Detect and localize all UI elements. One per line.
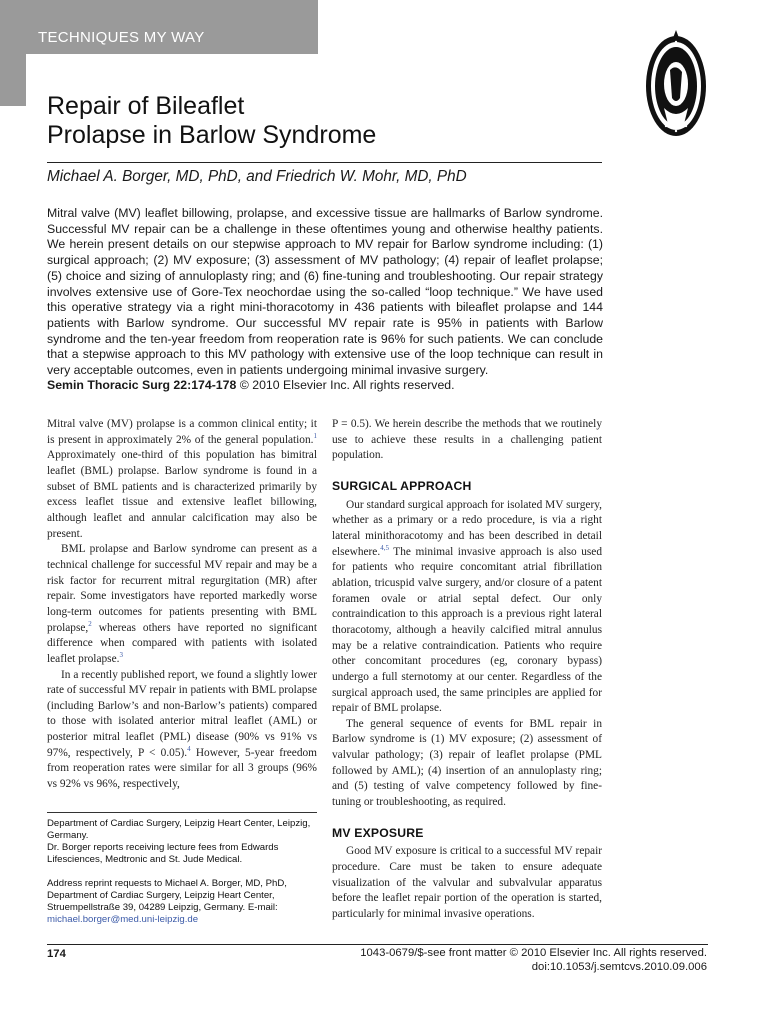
paragraph: Our standard surgical approach for isolated MV surgery, whether as a primary or a redo procedure, is via a right lateral minithoracotomy and has been described in detail elsewhere.$^{4,5}$ The minimal invasive approach is also used for patients who require concomitant atrial fibrillation ablation, tricuspid valve surgery, and/or closure of a patent foramen ovale or atrial septal defect. Our only contraindication to this approach is a previous right lateral thoracotomy, although a heavily calcified mitral annulus may be a relative contraindication. Patients who require other concomitant procedures (eg, coronary bypass) undergo a full sternotomy at our center. Regardless of the surgical approach used, the same principles are applied for repair of BML prolapse. bbox=[332, 498, 602, 715]
left-column bbox=[47, 417, 317, 793]
section-heading-surgical-approach: SURGICAL APPROACH bbox=[332, 478, 472, 493]
footnote-address bbox=[47, 878, 322, 926]
footer-divider bbox=[47, 944, 708, 945]
abstract-copyright: © 2010 Elsevier Inc. All rights reserved. bbox=[239, 378, 455, 392]
reference-link[interactable]: 3 bbox=[119, 651, 123, 660]
email-link[interactable]: michael.borger@med.uni-leipzig.de bbox=[47, 914, 199, 926]
banner-tab bbox=[0, 54, 26, 106]
reference-link[interactable]: 1 bbox=[313, 431, 317, 440]
affiliation-text: Department of Cardiac Surgery, Leipzig Heart Center, Leipzig, Germany. bbox=[47, 818, 311, 842]
reprint-address: Address reprint requests to Michael A. Borger, MD, PhD, Department of Cardiac Surgery, Leipzig Heart Center, Struempellstraße 39, 04289 Leipzig, Germany. E-mail: bbox=[47, 878, 287, 914]
page-number: 174 bbox=[47, 948, 66, 960]
footnote-divider bbox=[47, 812, 317, 813]
paragraph: BML prolapse and Barlow syndrome can present as a technical challenge for successful MV repair and may be a risk factor for recurrent mitral regurgitation (MR) after repair. Some investigators have reported markedly worse long-term outcomes for patients presenting with BML prolapse,$^2$ whereas others have reported no significant difference when compared with patients with isolated leaflet prolapse.$^3$ bbox=[47, 543, 317, 665]
paragraph: The general sequence of events for BML repair in Barlow syndrome is (1) MV exposure; (2) assessment of valvular pathology; (3) repair of leaflet prolapse (PML followed by AML); (4) insertion of an annuloplasty ring; and (5) testing of valve competency followed by fine-tuning or troubleshooting, as required. bbox=[332, 717, 602, 809]
right-column bbox=[332, 417, 602, 923]
title-line-1: Repair of Bileaflet bbox=[47, 92, 245, 120]
reference-link[interactable]: 2 bbox=[88, 619, 92, 628]
title-divider bbox=[47, 162, 602, 163]
paragraph: Mitral valve (MV) prolapse is a common clinical entity; it is present in approximately 2% of the general population.$^1$ Approximately one-third of this population has bimitral leaflet (BML) prolapse. Barlow syndrome is found in a subset of BML patients and is characterized primarily by excess leaflet tissue and extensive leaflet billowing, although leaflet and annular calcification may also be present. bbox=[47, 418, 317, 540]
abstract: Mitral valve (MV) leaflet billowing, prolapse, and excessive tissue are hallmarks of Barlow syndrome. Successful MV repair can be a challenge in these oftentimes young and otherwise healthy patients. We herein present details on our stepwise approach to MV repair for Barlow syndrome including: (1) surgical approach; (2) MV exposure; (3) assessment of MV pathology; (4) repair of leaflet prolapse; (5) choice and sizing of annuloplasty ring; and (6) fine-tuning and troubleshooting. Our repair strategy involves extensive use of Gore-Tex neochordae using the so-called “loop technique.” We have used this operative strategy via a right mini-thoracotomy in 436 patients with bileaflet prolapse and 144 patients with Barlow syndrome. Our successful MV repair rate is 95% in patients with Barlow syndrome and the ten-year freedom from reoperation rate is 96% for such patients. We can conclude that a stepwise approach to this MV pathology with extensive use of the loop technique can result in very acceptable outcomes, even in patients undergoing minimal invasive surgery. bbox=[47, 206, 603, 378]
article-title bbox=[47, 92, 607, 150]
journal-seal-icon bbox=[644, 28, 708, 140]
abstract-citation bbox=[47, 378, 603, 393]
disclosure-text: Dr. Borger reports receiving lecture fees from Edwards Lifesciences, Medtronic and St. Jude Medical. bbox=[47, 842, 279, 866]
paragraph: In a recently published report, we found a slightly lower rate of successful MV repair in patients with BML prolapse (including Barlow’s and non-Barlow’s patients) compared to those with isolated anterior mitral leaflet (AML) or posterior mitral leaflet (PML) disease (90% vs 91% vs 97%, respectively, P < 0.05).$^4$ However, 5-year freedom from reoperation rates were similar for all 3 groups (96% vs 92% vs 96%, respectively, bbox=[47, 668, 317, 791]
section-banner bbox=[0, 0, 318, 54]
section-label: TECHNIQUES MY WAY bbox=[38, 29, 205, 46]
reference-link[interactable]: 4 bbox=[187, 745, 191, 753]
paragraph: P = 0.5). We herein describe the methods that we routinely use to achieve these results in a challenging patient population. bbox=[332, 418, 602, 462]
paragraph: Good MV exposure is critical to a successful MV repair procedure. Care must be taken to ensure adequate visualization of the valvular and subvalvular apparatus before the leaflet repair portion of the operation is started, particularly for minimal invasive operations. bbox=[332, 845, 602, 921]
section-heading-mv-exposure: MV EXPOSURE bbox=[332, 825, 424, 840]
reference-link[interactable]: 4,5 bbox=[380, 543, 389, 552]
footer-copyright bbox=[360, 947, 707, 974]
journal-citation: Semin Thoracic Surg 22:174-178 bbox=[47, 378, 237, 392]
issn-line: 1043-0679/$-see front matter © 2010 Elsevier Inc. All rights reserved. bbox=[360, 947, 707, 959]
doi-line[interactable]: doi:10.1053/j.semtcvs.2010.09.006 bbox=[531, 960, 707, 973]
author-list: Michael A. Borger, MD, PhD, and Friedrich W. Mohr, MD, PhD bbox=[47, 168, 467, 185]
footnote-affiliation bbox=[47, 818, 322, 866]
title-line-2: Prolapse in Barlow Syndrome bbox=[47, 121, 377, 149]
